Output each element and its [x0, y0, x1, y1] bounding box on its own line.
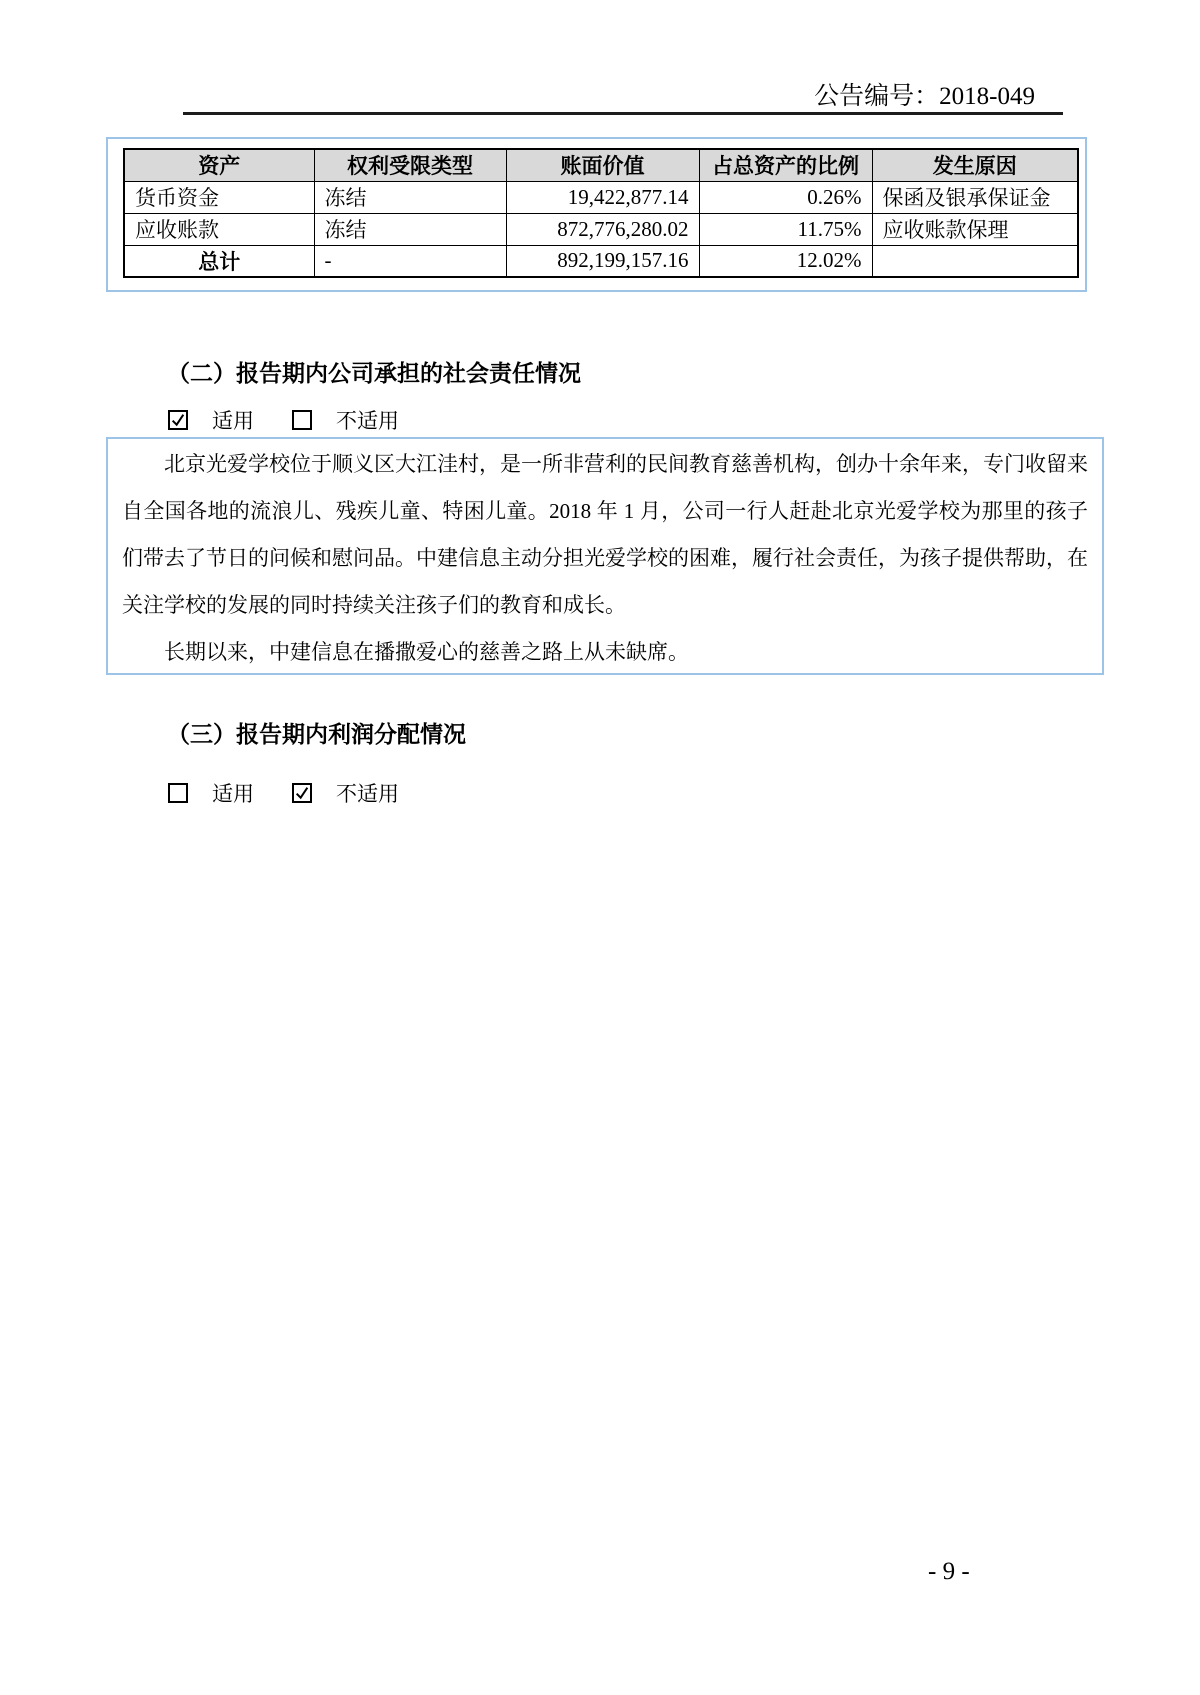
- cell-total-label: 总计: [124, 245, 314, 277]
- check-icon: [294, 785, 310, 801]
- col-header-asset: 资产: [124, 149, 314, 181]
- table-row: [124, 213, 1078, 245]
- cell-asset: 应收账款: [124, 213, 314, 245]
- section3-applicability-row: [168, 778, 437, 808]
- restricted-assets-table: [123, 148, 1079, 278]
- applicable-label: 适用: [212, 409, 254, 433]
- applicable-checkbox[interactable]: [168, 783, 188, 803]
- responsibility-paragraph: 北京光爱学校位于顺义区大江洼村，是一所非营利的民间教育慈善机构，创办十余年来，专门收留来自全国各地的流浪儿、残疾儿童、特困儿童。2018 年 1 月，公司一行人赶赴北京光爱学校为那里的孩子们带去了节日的问候和慰问品。中建信息主动分担光爱学校的困难，履行社会责任，为孩子提供帮助，在关注学校的发展的同时持续关注孩子们的教育和成长。: [122, 452, 1088, 617]
- cell-value: 872,776,280.02: [506, 213, 699, 245]
- table-total-row: [124, 245, 1078, 277]
- cell-value: 892,199,157.16: [506, 245, 699, 277]
- social-responsibility-text-box: [106, 437, 1104, 675]
- cell-value: 19,422,877.14: [506, 181, 699, 213]
- applicable-label: 适用: [212, 782, 254, 806]
- restricted-assets-table-container: [106, 137, 1087, 292]
- applicable-checkbox[interactable]: [168, 410, 188, 430]
- not-applicable-label: 不适用: [336, 782, 399, 806]
- col-header-ratio: 占总资产的比例: [699, 149, 872, 181]
- col-header-value: 账面价值: [506, 149, 699, 181]
- not-applicable-checkbox[interactable]: [292, 783, 312, 803]
- check-icon: [170, 412, 186, 428]
- responsibility-paragraph: 长期以来，中建信息在播撒爱心的慈善之路上从未缺席。: [164, 640, 689, 664]
- col-header-type: 权利受限类型: [314, 149, 506, 181]
- section-profit-distribution-title: （三）报告期内利润分配情况: [167, 721, 466, 747]
- announcement-number: 公告编号：2018-049: [814, 83, 1035, 110]
- section-social-responsibility-title: （二）报告期内公司承担的社会责任情况: [167, 360, 581, 386]
- cell-ratio: 11.75%: [699, 213, 872, 245]
- cell-type: -: [314, 245, 506, 277]
- page-number: - 9 -: [928, 1558, 970, 1585]
- cell-asset: 货币资金: [124, 181, 314, 213]
- table-header-row: [124, 149, 1078, 181]
- cell-type: 冻结: [314, 181, 506, 213]
- section2-applicability-row: [168, 405, 437, 435]
- table-row: [124, 181, 1078, 213]
- header-divider-line: [183, 112, 1063, 115]
- cell-reason: 保函及银承保证金: [872, 181, 1078, 213]
- col-header-reason: 发生原因: [872, 149, 1078, 181]
- cell-reason: [872, 245, 1078, 277]
- cell-ratio: 0.26%: [699, 181, 872, 213]
- cell-type: 冻结: [314, 213, 506, 245]
- cell-ratio: 12.02%: [699, 245, 872, 277]
- not-applicable-checkbox[interactable]: [292, 410, 312, 430]
- not-applicable-label: 不适用: [336, 409, 399, 433]
- cell-reason: 应收账款保理: [872, 213, 1078, 245]
